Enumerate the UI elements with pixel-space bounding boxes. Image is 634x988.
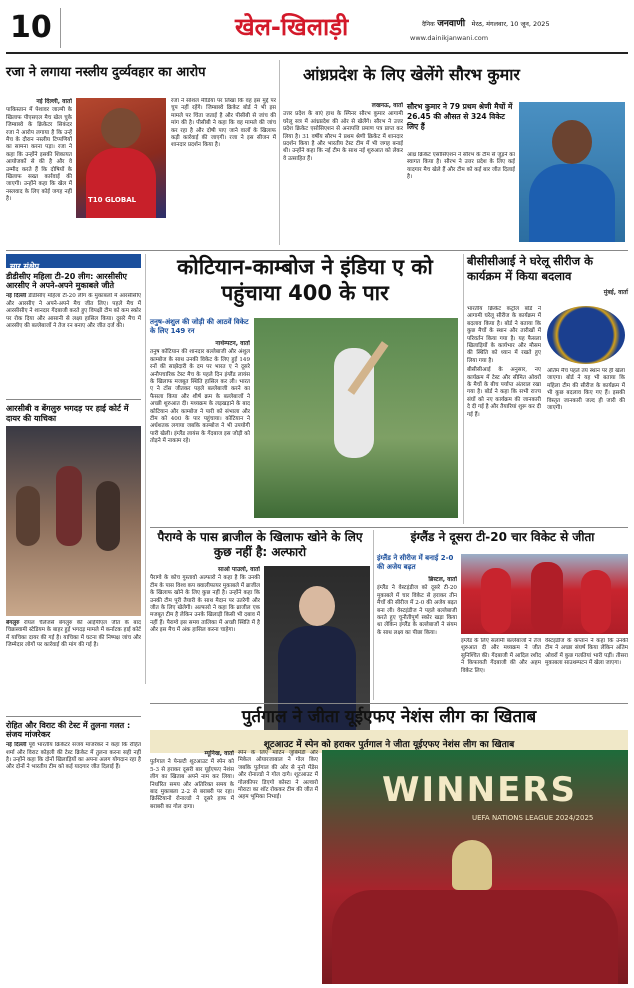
- section-divider: [150, 703, 628, 704]
- saurabh-body: [283, 102, 403, 242]
- england-col2-text: इंग्लैंड के लिए सलामी बल्लेबाजों ने तेज शुरुआत दी और मध्यक्रम ने जीत सुनिश्चित की। गेंदबाजी में आदिल रशीद ने किफायती गेंदबाजी की और अहम विकेट लिए।: [461, 638, 541, 674]
- player-jersey: [529, 164, 615, 242]
- england-col1-text: इंग्लैंड ने वेस्टइंडीज को दूसरे टी-20 मुकाबले में चार विकेट से हराकर तीन मैचों की सीरीज में 2-0 की अजेय बढ़त बना ली। वेस्टइंडीज ने पहले बल्लेबाजी करते हुए चुनौतीपूर्ण स्कोर खड़ा किया था लेकिन इंग्लैंड के बल्लेबाजों ने संयम के साथ लक्ष्य का पीछा किया।: [377, 585, 457, 636]
- portugal-subhead: शूटआउट में स्पेन को हराकर पुर्तगाल ने जीता यूईएफए नेशंस लीग का खिताब: [263, 740, 515, 750]
- portugal-headline: पुर्तगाल ने जीता यूईएफए नेशंस लीग का खिताब: [241, 707, 537, 727]
- trophy-shape: [452, 840, 492, 890]
- digest-item3-dateline: नई दिल्ली: [6, 742, 27, 749]
- photo-caption: T10 GLOBAL: [88, 196, 137, 204]
- saurabh-body-text: उत्तर प्रदेश के बाएं हाथ के स्पिनर सौरभ कुमार आगामी घरेलू सत्र में आंध्रप्रदेश की ओर से खेलेंगे। सौरभ ने उत्तर प्रदेश क्रिकेट एसोसिएशन से अनापत्ति प्रमाण पत्र प्राप्त कर लिया है। 31 वर्षीय सौरभ ने प्रथम श्रेणी क्रिकेट में शानदार प्रदर्शन किया है और भारतीय टेस्ट टीम में भी जगह बनाई थी। उन्होंने कहा कि नई टीम के साथ नई शुरुआत को लेकर वे उत्साहित हैं।: [283, 111, 403, 162]
- page-number: 10: [10, 10, 52, 45]
- bcci-logo: [547, 306, 625, 364]
- player-head: [552, 120, 592, 164]
- crowd-figure-3: [96, 481, 120, 551]
- digest-item1-dateline: नई दिल्ली: [6, 293, 27, 300]
- digest-sidebar: [6, 254, 141, 984]
- column-rule: [463, 254, 464, 524]
- digest-title-bar: [6, 254, 141, 271]
- digest-item2-dateline: बेंगलुरु: [6, 619, 20, 626]
- column-rule: [279, 60, 280, 245]
- england-subhead: इंग्लैंड ने सीरीज में बनाई 2-0 की अजेय बढ़त: [377, 554, 454, 571]
- bcci-col1-text: भारतीय क्रिकेट कंट्रोल बोर्ड ने आगामी घरेलू सीरीज के कार्यक्रम में बदलाव किया है। बोर्ड ने बताया कि कुछ मैचों के स्थान और तारीखों में परिवर्तन किया गया है। यह फैसला खिलाड़ियों के कार्यभार और मौसम की स्थिति को ध्यान में रखते हुए लिया गया है।: [467, 306, 541, 364]
- photo-subtext: UEFA NATIONS LEAGUE 2024/2025: [472, 814, 594, 822]
- england-dateline: ब्रिस्टल, वार्ता: [428, 576, 457, 583]
- bcci-col1: [467, 306, 541, 520]
- raza-dateline: नई दिल्ली, वार्ता: [36, 98, 72, 105]
- masthead: [0, 0, 634, 54]
- photo-winners-text: WINNERS: [382, 770, 577, 810]
- rcb-photo: [6, 426, 141, 616]
- bcci-col3-text: अंतिम मैच पहले तय स्थान पर ही खेला जाएगा। बोर्ड ने यह भी बताया कि महिला टीम की सीरीज के कार्यक्रम में भी कुछ बदलाव किए गए हैं। इसकी विस्तृत जानकारी जल्द ही जारी की जाएगी।: [547, 368, 625, 412]
- raza-headline: रजा ने लगाया नस्लीय दुर्व्यवहार का आरोप: [6, 65, 206, 80]
- digest-item3-text: पूर्व भारतीय क्रिकेटर संजय मांजरेकर ने कहा कि रोहित शर्मा और विराट कोहली की टेस्ट क्रिकेट में तुलना करना सही नहीं है। उन्होंने कहा कि दोनों खिलाड़ियों का अपना अलग योगदान रहा है और दोनों ने भारतीय टीम को कई यादगार जीत दिलाई हैं।: [6, 742, 141, 771]
- portugal-col1: [150, 750, 234, 984]
- digest-divider-1: [6, 399, 141, 400]
- digest-item1-body: [6, 293, 141, 395]
- england-col1: [377, 576, 457, 700]
- portugal-photo: [322, 750, 628, 984]
- england-article: [377, 530, 628, 700]
- raza-col1-text: पाकिस्तान में पेशावर जाल्मी के खिलाफ पीएसएल मैच खेल चुके जिम्बाब्वे के क्रिकेटर सिकंदर रजा ने आरोप लगाया है कि उन्हें मैच के दौरान नस्लीय टिप्पणियों का सामना करना पड़ा। रजा ने कहा कि उन्होंने इसकी शिकायत आयोजकों से की है और वे उम्मीद करते हैं कि दोषियों के खिलाफ सख्त कार्रवाई की जाएगी। उन्होंने कहा कि खेल में नस्लवाद के लिए कोई जगह नहीं है।: [6, 107, 72, 203]
- portugal-article: [150, 706, 628, 984]
- saurabh-body2-text: आंध्र क्रिकेट एसोसिएशन ने सौरभ के टीम से जुड़ने का स्वागत किया है। सौरभ ने उत्तर प्रदेश के लिए कई यादगार मैच खेले हैं और टीम को कई बार जीत दिलाई है।: [407, 152, 515, 181]
- paper-nameplate: [422, 16, 550, 29]
- england-headline: इंग्लैंड ने दूसरा टी-20 चार विकेट से जीता: [410, 530, 595, 544]
- bcci-col3: [547, 368, 625, 520]
- column-rule: [373, 530, 374, 700]
- section-divider: [6, 250, 628, 251]
- alfaro-headline: पैराग्वे के पास ब्राजील के खिलाफ खोने के लिए कुछ नहीं है: अल्फारो: [157, 530, 363, 559]
- saurabh-article: [283, 58, 628, 248]
- kotian-article: [150, 254, 460, 524]
- crowd-figure-1: [16, 486, 40, 546]
- paper-name: जनवाणी: [437, 19, 466, 29]
- raza-photo: [76, 98, 166, 218]
- masthead-divider-left: [60, 8, 61, 48]
- alfaro-body-text: पैराग्वे के कोच गुस्तावो अल्फारो ने कहा है कि उनकी टीम के पास विश्व कप क्वालीफायर मुकाबले में ब्राजील के खिलाफ खोने के लिए कुछ नहीं है। उन्होंने कहा कि उनकी टीम पूरी तैयारी के साथ मैदान पर उतरेगी और जीत के लिए खेलेगी। अल्फारो ने कहा कि ब्राजील एक मजबूत टीम है लेकिन उनके खिलाड़ी किसी भी दबाव में नहीं हैं। पैराग्वे इस समय तालिका में अच्छी स्थिति में है और इस मैच में अंक हासिल करना चाहेगा।: [150, 575, 260, 634]
- digest-item2-text: रॉयल चैलेंजर्स बेंगलुरु की आईपीएल जीत के बाद चिन्नास्वामी स्टेडियम के बाहर हुई भगदड़ मामले में कर्नाटक हाई कोर्ट में याचिका दायर की गई है। याचिका में घटना की निष्पक्ष जांच और जिम्मेदार लोगों पर कार्रवाई की मांग की गई है।: [6, 619, 141, 648]
- portugal-dateline: म्यूनिख, वार्ता: [204, 750, 234, 757]
- saurabh-callout-text: सौरभ कुमार ने 79 प्रथम श्रेणी मैचों में 26.45 की औसत से 324 विकेट लिए हैं: [407, 102, 513, 131]
- player-figure: [101, 108, 141, 148]
- portugal-col1-text: पुर्तगाल ने पेनल्टी शूटआउट में स्पेन को 5-3 से हराकर दूसरी बार यूईएफए नेशंस लीग का खिताब अपने नाम कर लिया। निर्धारित समय और अतिरिक्त समय के बाद मुकाबला 2-2 से बराबरी पर रहा। क्रिस्टियानो रोनाल्डो ने दूसरे हाफ में बराबरी का गोल दागा।: [150, 759, 234, 810]
- england-col3-text: वेस्टइंडीज के कप्तान ने कहा कि उनकी टीम ने अच्छा संघर्ष किया लेकिन अंतिम ओवरों में कुछ गलतियां भारी पड़ीं। तीसरा मुकाबला साउथम्पटन में खेला जाएगा।: [545, 638, 628, 667]
- saurabh-photo: [519, 102, 625, 242]
- player-1: [481, 568, 511, 634]
- crowd-figure-2: [56, 466, 82, 546]
- kotian-headline: कोटियान-काम्बोज ने इंडिया ए को पहुंचाया 400 के पार: [177, 255, 433, 305]
- kotian-dateline: नार्थम्पटन, वार्ता: [215, 340, 250, 347]
- saurabh-headline: आंध्रप्रदेश के लिए खेलेंगे सौरभ कुमार: [303, 65, 520, 84]
- kotian-body: [150, 340, 250, 520]
- saurabh-body2: [407, 152, 515, 242]
- section-title: खेल-खिलाड़ी: [235, 13, 349, 41]
- alfaro-dateline: साओ पाउलो, वार्ता: [218, 566, 260, 573]
- kotian-body-text: तनुष कोटियान की शानदार बल्लेबाजी और अंशुल काम्बोज के साथ उनकी विकेट के लिए हुई 149 रनों की साझेदारी के दम पर भारत ए ने दूसरे अनौपचारिक टेस्ट मैच के पहले दिन इंग्लैंड लायंस के खिलाफ मजबूत स्थिति हासिल कर ली। भारत ए ने टॉस जीतकर पहले बल्लेबाजी करने का फैसला किया और शीर्ष क्रम के बल्लेबाजों ने अच्छी शुरुआत दी। मध्यक्रम के लड़खड़ाने के बाद कोटियान और काम्बोज ने पारी को संभाला और टीम को 400 के पार पहुंचाया। कोटियान ने अर्धशतक लगाया जबकि काम्बोज ने भी उपयोगी पारी खेली। इंग्लैंड लायंस के गेंदबाज इस जोड़ी को तोड़ने में नाकाम रहे।: [150, 349, 250, 445]
- portugal-col2: [238, 750, 318, 984]
- player-2: [531, 562, 563, 634]
- digest-divider-2: [6, 716, 141, 717]
- bcci-col2-text: बीसीसीआई के अनुसार, नए कार्यक्रम में टेस्ट और सीमित ओवरों के मैचों के बीच पर्याप्त अंतराल रखा गया है। बोर्ड ने कहा कि सभी राज्य संघों को नए कार्यक्रम की जानकारी दे दी गई है और तैयारियां शुरू कर दी गई हैं।: [467, 367, 541, 418]
- raza-col2: [171, 98, 276, 233]
- digest-item1-text: डीडीसीए महिला टी-20 लीग के मुकाबलों में आरसीसीए और आरसीए ने अपने-अपने मैच जीत लिए। पहले मैच में आरसीसीए ने शानदार गेंदबाजी करते हुए विपक्षी टीम को कम स्कोर पर रोक दिया और आसानी से लक्ष्य हासिल किया। दूसरे मैच में आरसीए की बल्लेबाजों ने तेज रन बनाए और जीत दर्ज की।: [6, 293, 141, 329]
- kotian-subhead: तनुष-अंशुल की जोड़ी की आठवें विकेट के लिए 149 रन: [150, 318, 249, 335]
- saurabh-dateline: लखनऊ, वार्ता: [371, 102, 403, 109]
- england-col3: [545, 638, 628, 700]
- dateline: मेरठ, मंगलवार, 10 जून, 2025: [471, 20, 550, 28]
- digest-item3-body: [6, 742, 141, 922]
- portugal-col2-text: स्पेन के लिए मार्टिन जुबिमेंडी और मिकेल ओयारजाबाल ने गोल किए जबकि पुर्तगाल की ओर से नूनो मेंडेस और रोनाल्डो ने गोल दागे। शूटआउट में गोलकीपर डिएगो कोस्टा ने अल्वारो मोराटा का शॉट रोककर टीम की जीत में अहम भूमिका निभाई।: [238, 750, 318, 801]
- raza-col2-text: रजा ने सोशल मीडिया पर लिखा कि वह इस मुद्दे पर चुप नहीं रहेंगे। जिम्बाब्वे क्रिकेट बोर्ड ने भी इस मामले पर चिंता जताई है और पीसीबी से जांच की मांग की है। पीसीबी ने कहा कि वह मामले की जांच कर रहा है और दोषी पाए जाने वालों के खिलाफ कड़ी कार्रवाई की जाएगी। रजा ने इस सीजन में शानदार प्रदर्शन किया है।: [171, 98, 276, 149]
- digest-item3-headline: रोहित और विराट की टेस्ट में तुलना गलत : संजय मांजरेकर: [6, 720, 131, 739]
- digest-item1-headline: डीडीसीए महिला टी-20 लीग: आरसीसीए आरसीए ने अपने-अपने मुकाबले जीते: [6, 272, 127, 291]
- masthead-rule: [6, 52, 628, 54]
- saurabh-callout: [407, 102, 515, 132]
- coach-head: [299, 586, 335, 626]
- england-col2: [461, 638, 541, 700]
- bcci-dateline: मुंबई, वार्ता: [603, 289, 628, 296]
- digest-title: सार संक्षेप: [10, 262, 40, 271]
- section-divider: [150, 527, 628, 528]
- paper-prefix: दैनिक: [422, 21, 435, 28]
- jersey-shape: [86, 148, 156, 218]
- bcci-article: [467, 254, 628, 524]
- digest-item2-headline: आरसीबी व बेंगलुरु भगदड़ पर हाई कोर्ट में दायर की याचिका: [6, 404, 129, 423]
- england-photo: [461, 554, 628, 634]
- player-3: [581, 570, 611, 634]
- celebrating-players: [332, 890, 618, 984]
- bcci-headline: बीसीसीआई ने घरेलू सीरीज के कार्यक्रम में किया बदलाव: [467, 254, 593, 283]
- digest-item2-body: [6, 620, 141, 712]
- kotian-photo: [254, 318, 458, 518]
- raza-article: [6, 58, 276, 248]
- alfaro-article: [150, 530, 370, 680]
- raza-col1: [6, 98, 72, 233]
- website: www.dainikjanwani.com: [410, 34, 489, 42]
- column-rule: [145, 254, 146, 684]
